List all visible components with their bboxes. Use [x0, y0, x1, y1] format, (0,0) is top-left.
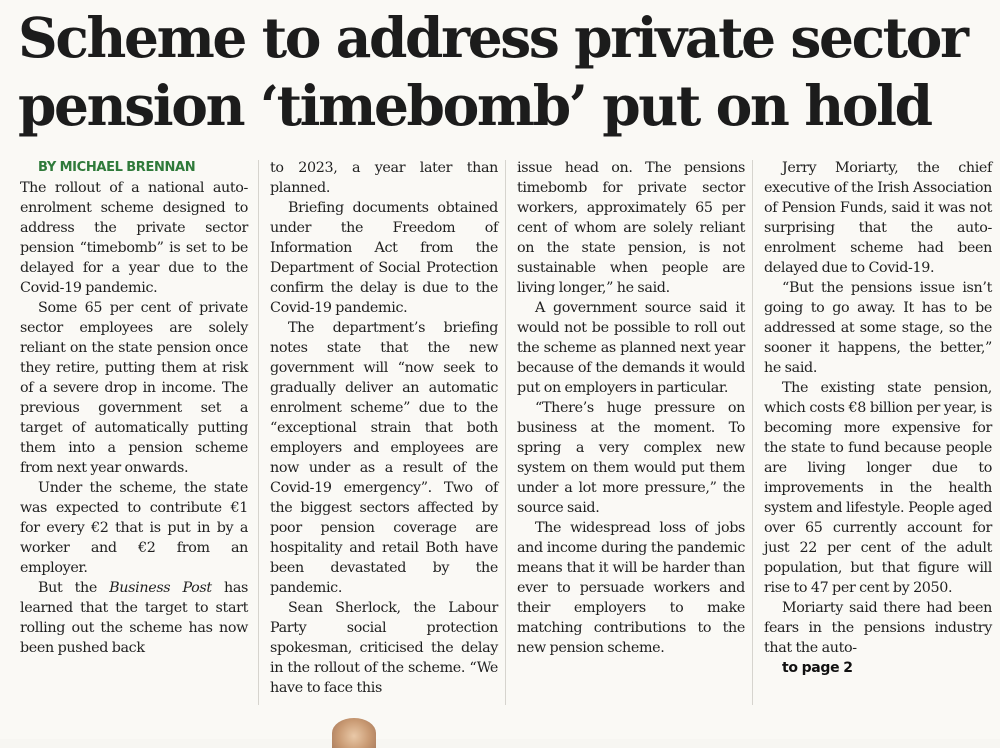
headline: [18, 4, 993, 140]
paragraph: Some 65 per cent of private sector employees are solely reliant on the state pension once they retire, putting them at risk of a severe drop in income. The previous government set a target of automatically putting them into a pension scheme from next year onwards.: [20, 300, 248, 476]
article-body: [0, 158, 1000, 718]
byline: BY MICHAEL BRENNAN: [38, 160, 196, 175]
article-column-3: [517, 158, 745, 658]
headline-line-1: Scheme to address private sector: [18, 5, 967, 70]
headline-line-2: pension ‘timebomb’ put on hold: [18, 73, 931, 138]
paragraph: A government source said it would not be possible to roll out the scheme as planned next year because of the demands it would put on employers in particular.: [517, 300, 745, 396]
paragraph: The rollout of a national auto-enrolment scheme designed to address the private sector pension “timebomb” is set to be delayed for a year due to the Covid-19 pandemic.: [20, 180, 248, 296]
paragraph: “There’s huge pressure on business at the moment. To spring a very complex new system on them would put them under a lot more pressure,” the source said.: [517, 400, 745, 516]
paragraph: to 2023, a year later than planned.: [270, 160, 498, 196]
article-column-2: [270, 158, 498, 698]
paragraph: Moriarty said there had been fears in the pensions industry that the auto-: [764, 600, 992, 656]
paragraph: The existing state pension, which costs €8 billion per year, is becoming more expensive for the state to fund because people are living longer due to improvements in the health system and lifestyle. People aged over 65 currently account for just 22 per cent of the adult population, but that figure will rise to 47 per cent by 2050.: [764, 380, 992, 596]
continuation-link[interactable]: to page 2: [782, 660, 853, 676]
article-column-4: [764, 158, 992, 678]
paragraph: The widespread loss of jobs and income during the pandemic means that it will be harder than ever to persuade workers and their employers to make matching contributions to the new pension scheme.: [517, 520, 745, 656]
paragraph-text: But the: [38, 580, 110, 596]
paragraph: [20, 578, 248, 658]
paragraph-text: has learned that the target to start rolling out the scheme has now been pushed back: [20, 580, 248, 656]
paragraph: issue head on. The pensions timebomb for private sector workers, approximately 65 per cent of whom are solely reliant on the state pension, is not sustainable when people are living longer,” he said.: [517, 160, 745, 296]
paragraph: Under the scheme, the state was expected to contribute €1 for every €2 that is put in by a worker and €2 from an employer.: [20, 480, 248, 576]
paragraph: “But the pensions issue isn’t going to go away. It has to be addressed at some stage, so the sooner it happens, the better,” he said.: [764, 280, 992, 376]
publication-name: Business Post: [109, 580, 212, 596]
paragraph: Sean Sherlock, the Labour Party social protection spokesman, criticised the delay in the rollout of the scheme. “We have to face this: [270, 600, 498, 696]
article-column-1: [20, 158, 248, 658]
paragraph: The department’s briefing notes state that the new government will “now seek to gradually deliver an automatic enrolment scheme” due to the “exceptional strain that both employers and employees are now under as a result of the Covid-19 emergency”. Two of the biggest sectors affected by poor pension coverage are hospitality and retail Both have been devastated by the pandemic.: [270, 320, 498, 596]
paragraph: Briefing documents obtained under the Freedom of Information Act from the Department of Social Protection confirm the delay is due to the Covid-19 pandemic.: [270, 200, 498, 316]
paragraph: Jerry Moriarty, the chief executive of the Irish Association of Pension Funds, said it was not surprising that the auto-enrolment scheme had been delayed due to Covid-19.: [764, 160, 992, 276]
author-photo: [332, 718, 376, 748]
